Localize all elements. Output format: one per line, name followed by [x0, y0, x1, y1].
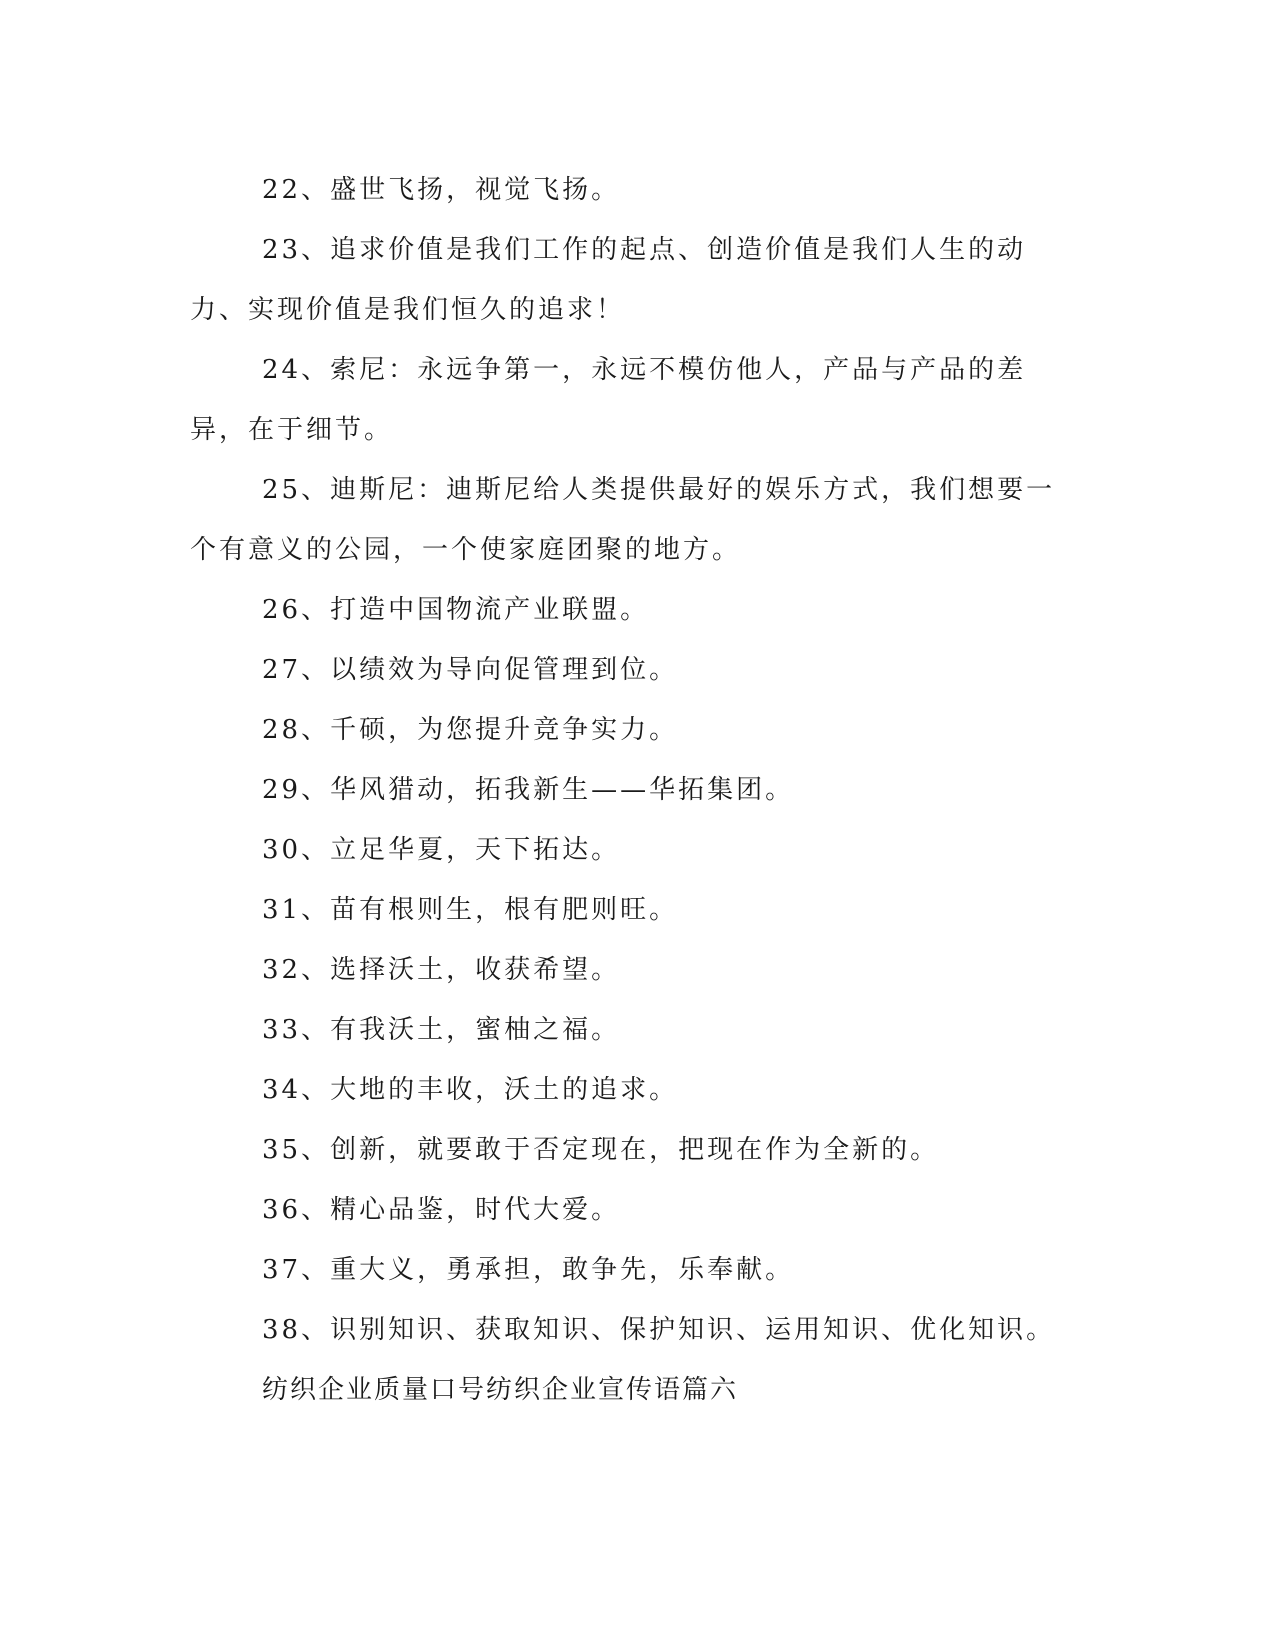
slogan-item-29: 29、华风猎动，拓我新生——华拓集团。: [262, 775, 795, 805]
slogan-item-34: 34、大地的丰收，沃土的追求。: [262, 1075, 679, 1105]
slogan-item-23: 23、追求价值是我们工作的起点、创造价值是我们人生的动力、实现价值是我们恒久的追求！: [190, 235, 1027, 325]
slogan-item-33: 33、有我沃土，蜜柚之福。: [262, 1015, 621, 1045]
document-body: [190, 160, 1080, 1420]
slogan-item-35: 35、创新，就要敢于否定现在，把现在作为全新的。: [262, 1135, 940, 1165]
slogan-item-31: 31、苗有根则生，根有肥则旺。: [262, 895, 679, 925]
slogan-item-25: 25、迪斯尼：迪斯尼给人类提供最好的娱乐方式，我们想要一个有意义的公园，一个使家庭团聚的地方。: [190, 475, 1056, 565]
slogan-item-22: 22、盛世飞扬，视觉飞扬。: [262, 175, 621, 205]
slogan-item-28: 28、千硕，为您提升竞争实力。: [262, 715, 679, 745]
slogan-item-38: 38、识别知识、获取知识、保护知识、运用知识、优化知识。: [262, 1315, 1056, 1345]
section-heading: 纺织企业质量口号纺织企业宣传语篇六: [262, 1375, 739, 1405]
slogan-item-27: 27、以绩效为导向促管理到位。: [262, 655, 679, 685]
slogan-item-32: 32、选择沃土，收获希望。: [262, 955, 621, 985]
slogan-item-37: 37、重大义，勇承担，敢争先，乐奉献。: [262, 1255, 795, 1285]
slogan-item-36: 36、精心品鉴，时代大爱。: [262, 1195, 621, 1225]
slogan-item-26: 26、打造中国物流产业联盟。: [262, 595, 650, 625]
slogan-item-30: 30、立足华夏，天下拓达。: [262, 835, 621, 865]
slogan-item-24: 24、索尼：永远争第一，永远不模仿他人，产品与产品的差异，在于细节。: [190, 355, 1027, 445]
